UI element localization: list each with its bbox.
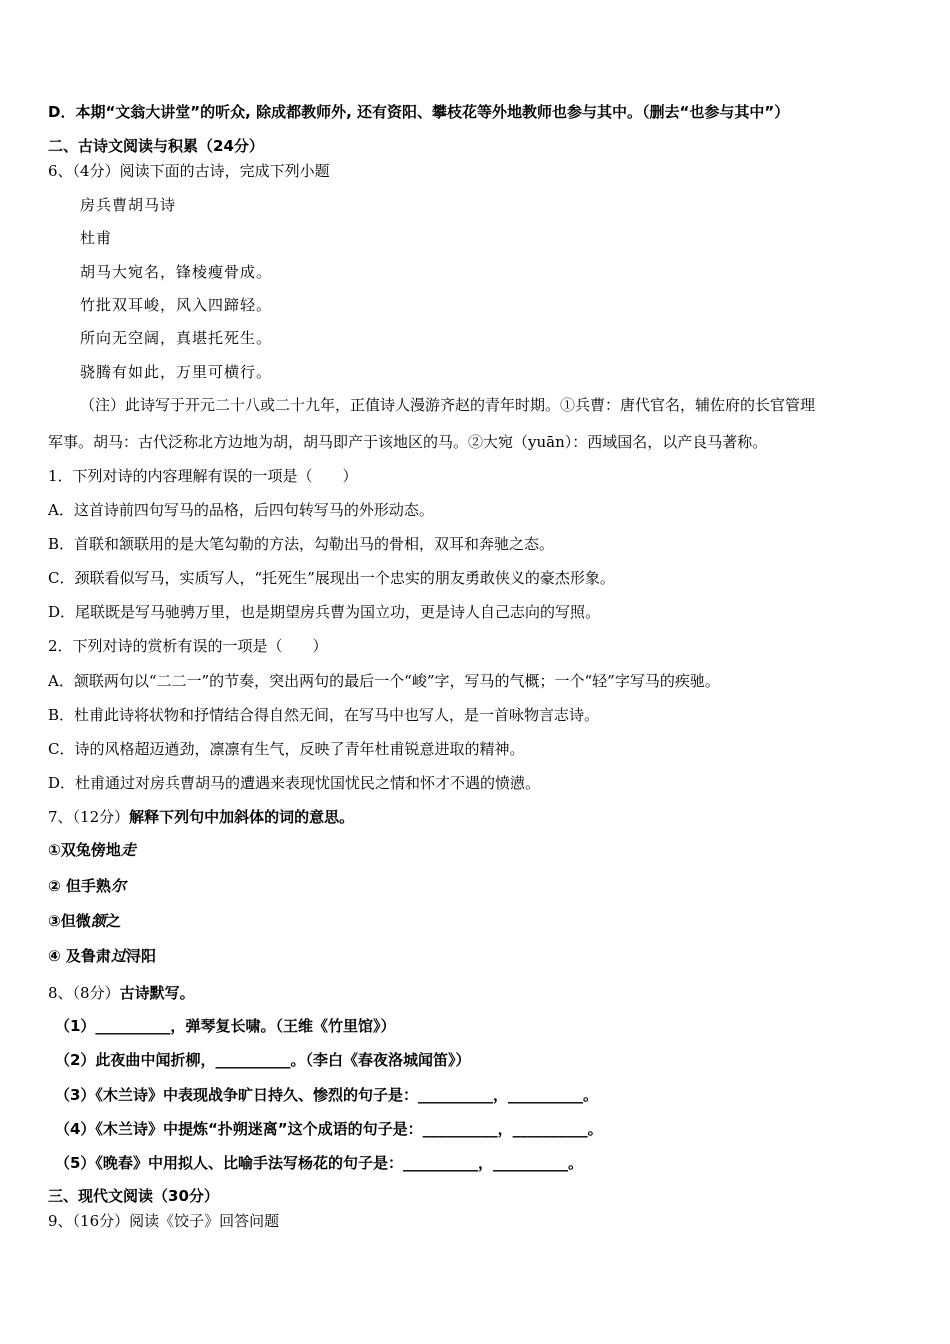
question-7-heading: [48, 807, 354, 827]
poem-title: 房兵曹胡马诗: [80, 196, 177, 214]
q8-item-1: （1）__________，弹琴复长啸。（王维《竹里馆》）: [55, 1017, 396, 1035]
q7-item-2-word: 尔: [110, 877, 126, 895]
section-heading-classical: 二、古诗文阅读与积累（24分）: [48, 137, 264, 155]
q1-option-a: A．这首诗前四句写马的品格，后四句转写马的外形动态。: [48, 501, 434, 519]
q8-item-3: （3）《木兰诗》中表现战争旷日持久、惨烈的句子是：__________，__________。: [55, 1086, 598, 1104]
q7-item-4-word: 过: [110, 947, 126, 965]
q7-item-1-text: ①双兔傍地: [48, 841, 121, 859]
question-7-score: 7、（12分）: [48, 808, 130, 826]
q1-option-d: D．尾联既是写马驰骋万里，也是期望房兵曹为国立功，更是诗人自己志向的写照。: [48, 603, 601, 621]
q7-item-4-text: ④ 及鲁肃: [48, 947, 111, 965]
poem-line-3: 所向无空阔，真堪托死生。: [80, 329, 273, 347]
q1-option-b: B．首联和颔联用的是大笔勾勒的方法，勾勒出马的骨相，双耳和奔驰之态。: [48, 535, 555, 553]
q7-item-3: [48, 911, 121, 931]
option-d-line: D．本期“文翁大讲堂”的听众, 除成都教师外, 还有资阳、攀枝花等外地教师也参与其中。（删去“也参与其中”）: [48, 103, 790, 121]
q1-option-c: C．颈联看似写马，实质写人，“托死生”展现出一个忠实的朋友勇敢侠义的豪杰形象。: [48, 569, 615, 587]
q8-item-2: （2）此夜曲中闻折柳，__________。（李白《春夜洛城闻笛》）: [55, 1051, 471, 1069]
q7-item-3-text: ③但微: [48, 912, 91, 930]
q8-item-4: （4）《木兰诗》中提炼“扑朔迷离”这个成语的句子是：__________，__________。: [55, 1120, 603, 1138]
question-8-instruction: 古诗默写。: [119, 984, 195, 1002]
q7-item-1: [48, 840, 136, 860]
poem-line-2: 竹批双耳峻，风入四蹄轻。: [80, 296, 273, 314]
q7-item-4: [48, 946, 156, 966]
question-7-instruction: 解释下列句中加斜体的词的意思。: [129, 808, 355, 826]
q7-item-3-word: 颔: [90, 912, 106, 930]
question-8-score: 8、（8分）: [48, 984, 120, 1002]
q7-item-4-tail: 浔阳: [125, 947, 156, 965]
q2-option-c: C．诗的风格超迈遒劲，凛凛有生气，反映了青年杜甫锐意进取的精神。: [48, 740, 525, 758]
question-6-heading: 6、（4分）阅读下面的古诗，完成下列小题: [48, 162, 330, 180]
poem-line-4: 骁腾有如此，万里可横行。: [80, 363, 273, 381]
q2-option-d: D．杜甫通过对房兵曹胡马的遭遇来表现忧国忧民之情和怀才不遇的愤懑。: [48, 774, 541, 792]
q2-option-b: B．杜甫此诗将状物和抒情结合得自然无间，在写马中也写人，是一首咏物言志诗。: [48, 706, 600, 724]
q7-item-3-tail: 之: [105, 912, 121, 930]
question-9-heading: 9、（16分）阅读《饺子》回答问题: [48, 1212, 280, 1230]
poem-author: 杜甫: [80, 229, 113, 247]
poem-line-1: 胡马大宛名，锋棱瘦骨成。: [80, 263, 273, 281]
q8-item-5: （5）《晚春》中用拟人、比喻手法写杨花的句子是：__________，__________。: [55, 1154, 583, 1172]
q7-item-2-text: ② 但手熟: [48, 877, 111, 895]
sub-question-1: 1．下列对诗的内容理解有误的一项是（ ）: [48, 467, 358, 485]
q7-item-1-word: 走: [120, 841, 136, 859]
q7-item-2: [48, 876, 126, 896]
poem-note-line-2: 军事。胡马：古代泛称北方边地为胡，胡马即产于该地区的马。②大宛（yuān）：西域国名，以产良马著称。: [48, 433, 768, 451]
sub-question-2: 2．下列对诗的赏析有误的一项是（ ）: [48, 637, 328, 655]
q2-option-a: A．颔联两句以“二二一”的节奏，突出两句的最后一个“峻”字，写马的气概；一个“轻”字写马的疾驰。: [48, 672, 720, 690]
poem-note-line-1: （注）此诗写于开元二十八或二十九年，正值诗人漫游齐赵的青年时期。①兵曹：唐代官名，辅佐府的长官管理: [80, 396, 816, 414]
question-8-heading: [48, 983, 195, 1003]
section-heading-modern: 三、现代文阅读（30分）: [48, 1187, 219, 1205]
